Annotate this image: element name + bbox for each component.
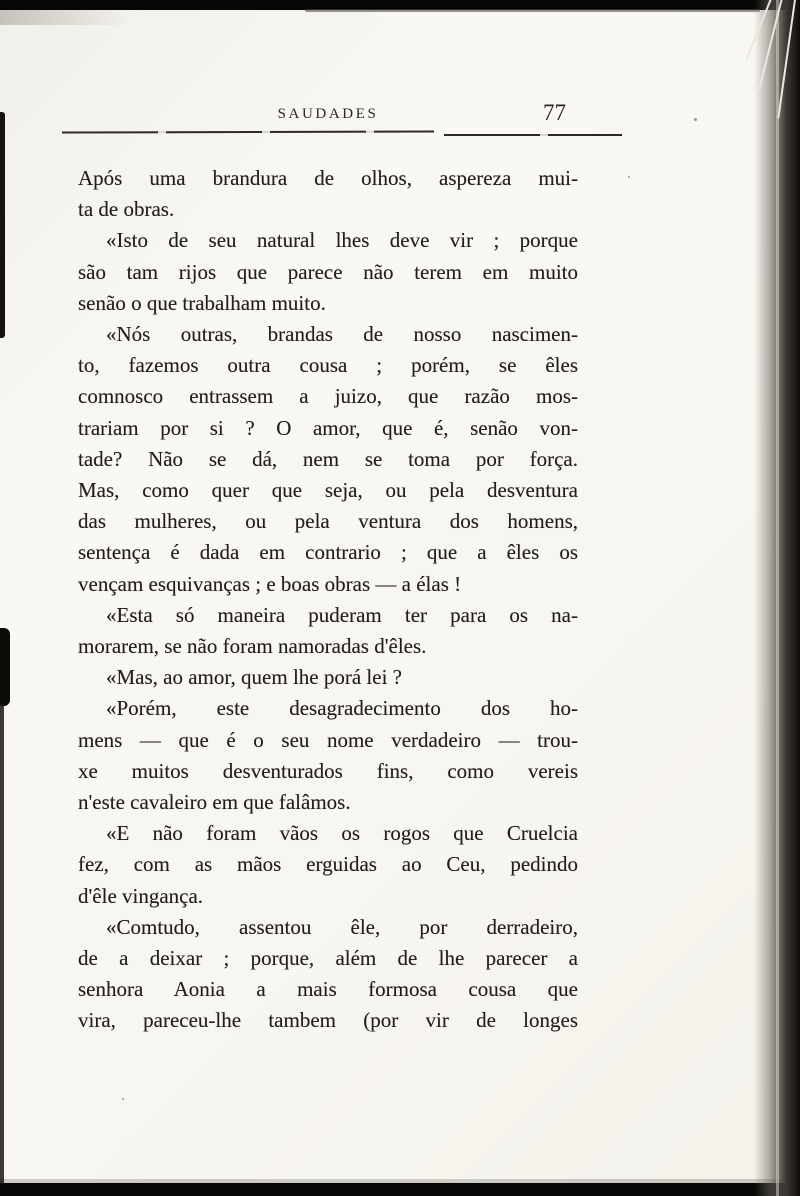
text-line: senão o que trabalham muito. — [78, 290, 326, 315]
text-line: vençam esquivanças ; e boas obras — a élas ! — [78, 571, 462, 596]
text-line: «Mas, ao amor, quem lhe porá lei ? — [106, 665, 402, 690]
text-line: «Nós outras, brandas de nosso nascimen- — [106, 322, 578, 347]
scan-speck — [694, 118, 697, 121]
text-line: vira, pareceu-lhe tambem (por vir de longes — [78, 1008, 578, 1033]
paragraph — [78, 163, 578, 225]
paragraph — [78, 662, 578, 693]
text-line: das mulheres, ou pela ventura dos homens, — [78, 509, 578, 534]
text-line: «Comtudo, assentou êle, por derradeiro, — [106, 914, 578, 939]
scan-artifact-bottom-bar — [0, 1183, 800, 1196]
header-rule-left — [62, 131, 434, 134]
text-line: d'êle vingança. — [78, 883, 204, 908]
text-line: morarem, se não foram namoradas d'êles. — [78, 634, 427, 659]
scan-smudge-top-left — [0, 10, 130, 25]
text-line: to, fazemos outra cousa ; porém, se êles — [78, 353, 578, 378]
scan-artifact-left-blob — [0, 628, 10, 706]
scan-artifact-left-line — [0, 704, 4, 1184]
text-line: comnosco entrassem a juizo, que razão mos- — [78, 384, 578, 409]
text-line: n'este cavaleiro em que falâmos. — [78, 790, 351, 815]
running-title: SAUDADES — [277, 106, 379, 122]
scan-artifact-left-mark — [0, 112, 5, 338]
paragraph — [78, 818, 578, 912]
text-line: mens — que é o seu nome verdadeiro — trou- — [78, 727, 578, 752]
text-block — [78, 163, 578, 1037]
scan-artifact-top-line — [305, 9, 760, 12]
paragraph — [78, 912, 578, 1037]
text-line: «Esta só maneira puderam ter para os na- — [106, 602, 578, 627]
text-line: sentença é dada em contrario ; que a êles os — [78, 540, 578, 565]
page-number: 77 — [543, 100, 566, 125]
text-line: «Porém, este desagradecimento dos ho- — [106, 696, 578, 721]
scan-artifact-right-streak — [776, 0, 779, 1196]
page-header — [78, 100, 578, 128]
paragraph — [78, 693, 578, 818]
header-rule-right — [444, 134, 622, 136]
text-line: Mas, como quer que seja, ou pela desventura — [78, 478, 578, 503]
text-line: senhora Aonia a mais formosa cousa que — [78, 977, 578, 1002]
text-line: são tam rijos que parece não terem em muito — [78, 259, 578, 284]
paragraph — [78, 600, 578, 662]
text-line: trariam por si ? O amor, que é, senão von- — [78, 415, 578, 440]
paragraph — [78, 225, 578, 319]
text-line: «Isto de seu natural lhes deve vir ; porque — [106, 228, 578, 253]
text-line: ta de obras. — [78, 197, 175, 222]
text-line: de a deixar ; porque, além de lhe parecer a — [78, 946, 578, 971]
scan-speck — [122, 1098, 124, 1100]
text-line: «E não foram vãos os rogos que Cruelcia — [106, 821, 578, 846]
text-line: fez, com as mãos erguidas ao Ceu, pedindo — [78, 852, 578, 877]
text-line: tade? Não se dá, nem se toma por força. — [78, 446, 578, 471]
scan-speck — [628, 176, 630, 178]
text-line: xe muitos desventurados fins, como vereis — [78, 758, 578, 783]
paragraph — [78, 319, 578, 600]
text-line: Após uma brandura de olhos, aspereza mui- — [78, 166, 578, 190]
